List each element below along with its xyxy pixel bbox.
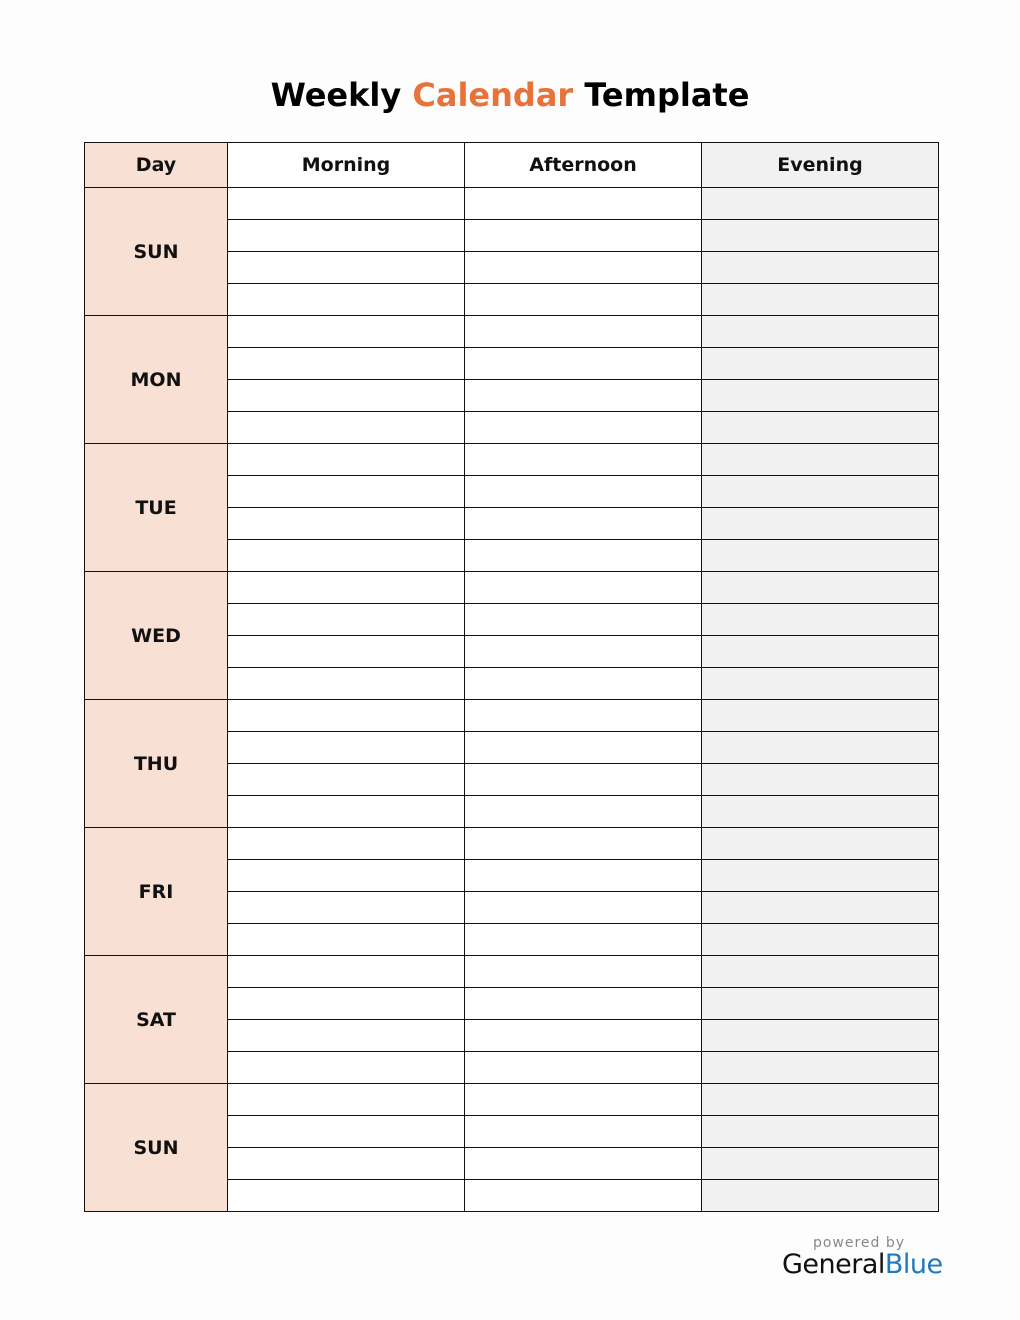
weekly-calendar-table (84, 142, 939, 1212)
afternoon-slot[interactable] (465, 252, 702, 284)
morning-slot[interactable] (228, 1116, 465, 1148)
afternoon-slot[interactable] (465, 1084, 702, 1116)
evening-slot[interactable] (702, 860, 939, 892)
morning-slot[interactable] (228, 1052, 465, 1084)
evening-slot[interactable] (702, 1180, 939, 1212)
day-label: WED (85, 572, 228, 700)
morning-slot[interactable] (228, 572, 465, 604)
evening-slot[interactable] (702, 1116, 939, 1148)
title-weekly: Weekly (270, 76, 402, 114)
afternoon-slot[interactable] (465, 572, 702, 604)
morning-slot[interactable] (228, 764, 465, 796)
afternoon-slot[interactable] (465, 956, 702, 988)
evening-slot[interactable] (702, 1020, 939, 1052)
afternoon-slot[interactable] (465, 348, 702, 380)
title-calendar: Calendar (412, 76, 574, 114)
afternoon-slot[interactable] (465, 636, 702, 668)
afternoon-slot[interactable] (465, 732, 702, 764)
morning-slot[interactable] (228, 1084, 465, 1116)
morning-slot[interactable] (228, 348, 465, 380)
morning-slot[interactable] (228, 892, 465, 924)
evening-slot[interactable] (702, 1052, 939, 1084)
brand-general: General (782, 1249, 885, 1280)
evening-slot[interactable] (702, 252, 939, 284)
morning-slot[interactable] (228, 284, 465, 316)
evening-slot[interactable] (702, 668, 939, 700)
afternoon-slot[interactable] (465, 316, 702, 348)
table-row (85, 188, 939, 220)
afternoon-slot[interactable] (465, 476, 702, 508)
evening-slot[interactable] (702, 188, 939, 220)
evening-slot[interactable] (702, 540, 939, 572)
afternoon-slot[interactable] (465, 220, 702, 252)
morning-slot[interactable] (228, 796, 465, 828)
morning-slot[interactable] (228, 252, 465, 284)
calendar-body (85, 188, 939, 1212)
morning-slot[interactable] (228, 636, 465, 668)
evening-slot[interactable] (702, 1148, 939, 1180)
afternoon-slot[interactable] (465, 188, 702, 220)
morning-slot[interactable] (228, 668, 465, 700)
day-label: TUE (85, 444, 228, 572)
header-afternoon: Afternoon (465, 143, 702, 188)
afternoon-slot[interactable] (465, 828, 702, 860)
evening-slot[interactable] (702, 1084, 939, 1116)
evening-slot[interactable] (702, 732, 939, 764)
table-row (85, 700, 939, 732)
morning-slot[interactable] (228, 1020, 465, 1052)
morning-slot[interactable] (228, 956, 465, 988)
header-day: Day (85, 143, 228, 188)
afternoon-slot[interactable] (465, 380, 702, 412)
evening-slot[interactable] (702, 572, 939, 604)
evening-slot[interactable] (702, 316, 939, 348)
evening-slot[interactable] (702, 924, 939, 956)
morning-slot[interactable] (228, 380, 465, 412)
brand-blue: Blue (884, 1249, 943, 1280)
afternoon-slot[interactable] (465, 1180, 702, 1212)
header-evening: Evening (702, 143, 939, 188)
day-label: SUN (85, 1084, 228, 1212)
title-template: Template (584, 76, 750, 114)
afternoon-slot[interactable] (465, 924, 702, 956)
afternoon-slot[interactable] (465, 892, 702, 924)
brand-logo (782, 1249, 943, 1280)
powered-by-text: powered by (812, 1235, 906, 1251)
evening-slot[interactable] (702, 956, 939, 988)
afternoon-slot[interactable] (465, 508, 702, 540)
afternoon-slot[interactable] (465, 412, 702, 444)
footer-branding (782, 1235, 943, 1280)
morning-slot[interactable] (228, 604, 465, 636)
evening-slot[interactable] (702, 988, 939, 1020)
morning-slot[interactable] (228, 188, 465, 220)
morning-slot[interactable] (228, 860, 465, 892)
afternoon-slot[interactable] (465, 700, 702, 732)
evening-slot[interactable] (702, 348, 939, 380)
day-label: THU (85, 700, 228, 828)
morning-slot[interactable] (228, 540, 465, 572)
header-row (85, 143, 939, 188)
morning-slot[interactable] (228, 508, 465, 540)
evening-slot[interactable] (702, 700, 939, 732)
day-label: SAT (85, 956, 228, 1084)
afternoon-slot[interactable] (465, 1052, 702, 1084)
evening-slot[interactable] (702, 380, 939, 412)
afternoon-slot[interactable] (465, 444, 702, 476)
morning-slot[interactable] (228, 700, 465, 732)
table-row (85, 444, 939, 476)
evening-slot[interactable] (702, 828, 939, 860)
evening-slot[interactable] (702, 604, 939, 636)
evening-slot[interactable] (702, 636, 939, 668)
morning-slot[interactable] (228, 316, 465, 348)
morning-slot[interactable] (228, 220, 465, 252)
afternoon-slot[interactable] (465, 1020, 702, 1052)
table-row (85, 316, 939, 348)
afternoon-slot[interactable] (465, 668, 702, 700)
morning-slot[interactable] (228, 1180, 465, 1212)
evening-slot[interactable] (702, 764, 939, 796)
morning-slot[interactable] (228, 412, 465, 444)
evening-slot[interactable] (702, 284, 939, 316)
morning-slot[interactable] (228, 988, 465, 1020)
afternoon-slot[interactable] (465, 860, 702, 892)
page-title (0, 76, 1020, 114)
table-row (85, 956, 939, 988)
evening-slot[interactable] (702, 412, 939, 444)
evening-slot[interactable] (702, 892, 939, 924)
afternoon-slot[interactable] (465, 604, 702, 636)
table-row (85, 1084, 939, 1116)
table-row (85, 828, 939, 860)
morning-slot[interactable] (228, 828, 465, 860)
evening-slot[interactable] (702, 508, 939, 540)
afternoon-slot[interactable] (465, 796, 702, 828)
morning-slot[interactable] (228, 924, 465, 956)
morning-slot[interactable] (228, 444, 465, 476)
table-row (85, 572, 939, 604)
afternoon-slot[interactable] (465, 764, 702, 796)
afternoon-slot[interactable] (465, 540, 702, 572)
day-label: MON (85, 316, 228, 444)
evening-slot[interactable] (702, 796, 939, 828)
afternoon-slot[interactable] (465, 284, 702, 316)
day-label: SUN (85, 188, 228, 316)
afternoon-slot[interactable] (465, 1116, 702, 1148)
morning-slot[interactable] (228, 1148, 465, 1180)
header-morning: Morning (228, 143, 465, 188)
evening-slot[interactable] (702, 444, 939, 476)
afternoon-slot[interactable] (465, 988, 702, 1020)
morning-slot[interactable] (228, 476, 465, 508)
evening-slot[interactable] (702, 220, 939, 252)
day-label: FRI (85, 828, 228, 956)
afternoon-slot[interactable] (465, 1148, 702, 1180)
morning-slot[interactable] (228, 732, 465, 764)
evening-slot[interactable] (702, 476, 939, 508)
